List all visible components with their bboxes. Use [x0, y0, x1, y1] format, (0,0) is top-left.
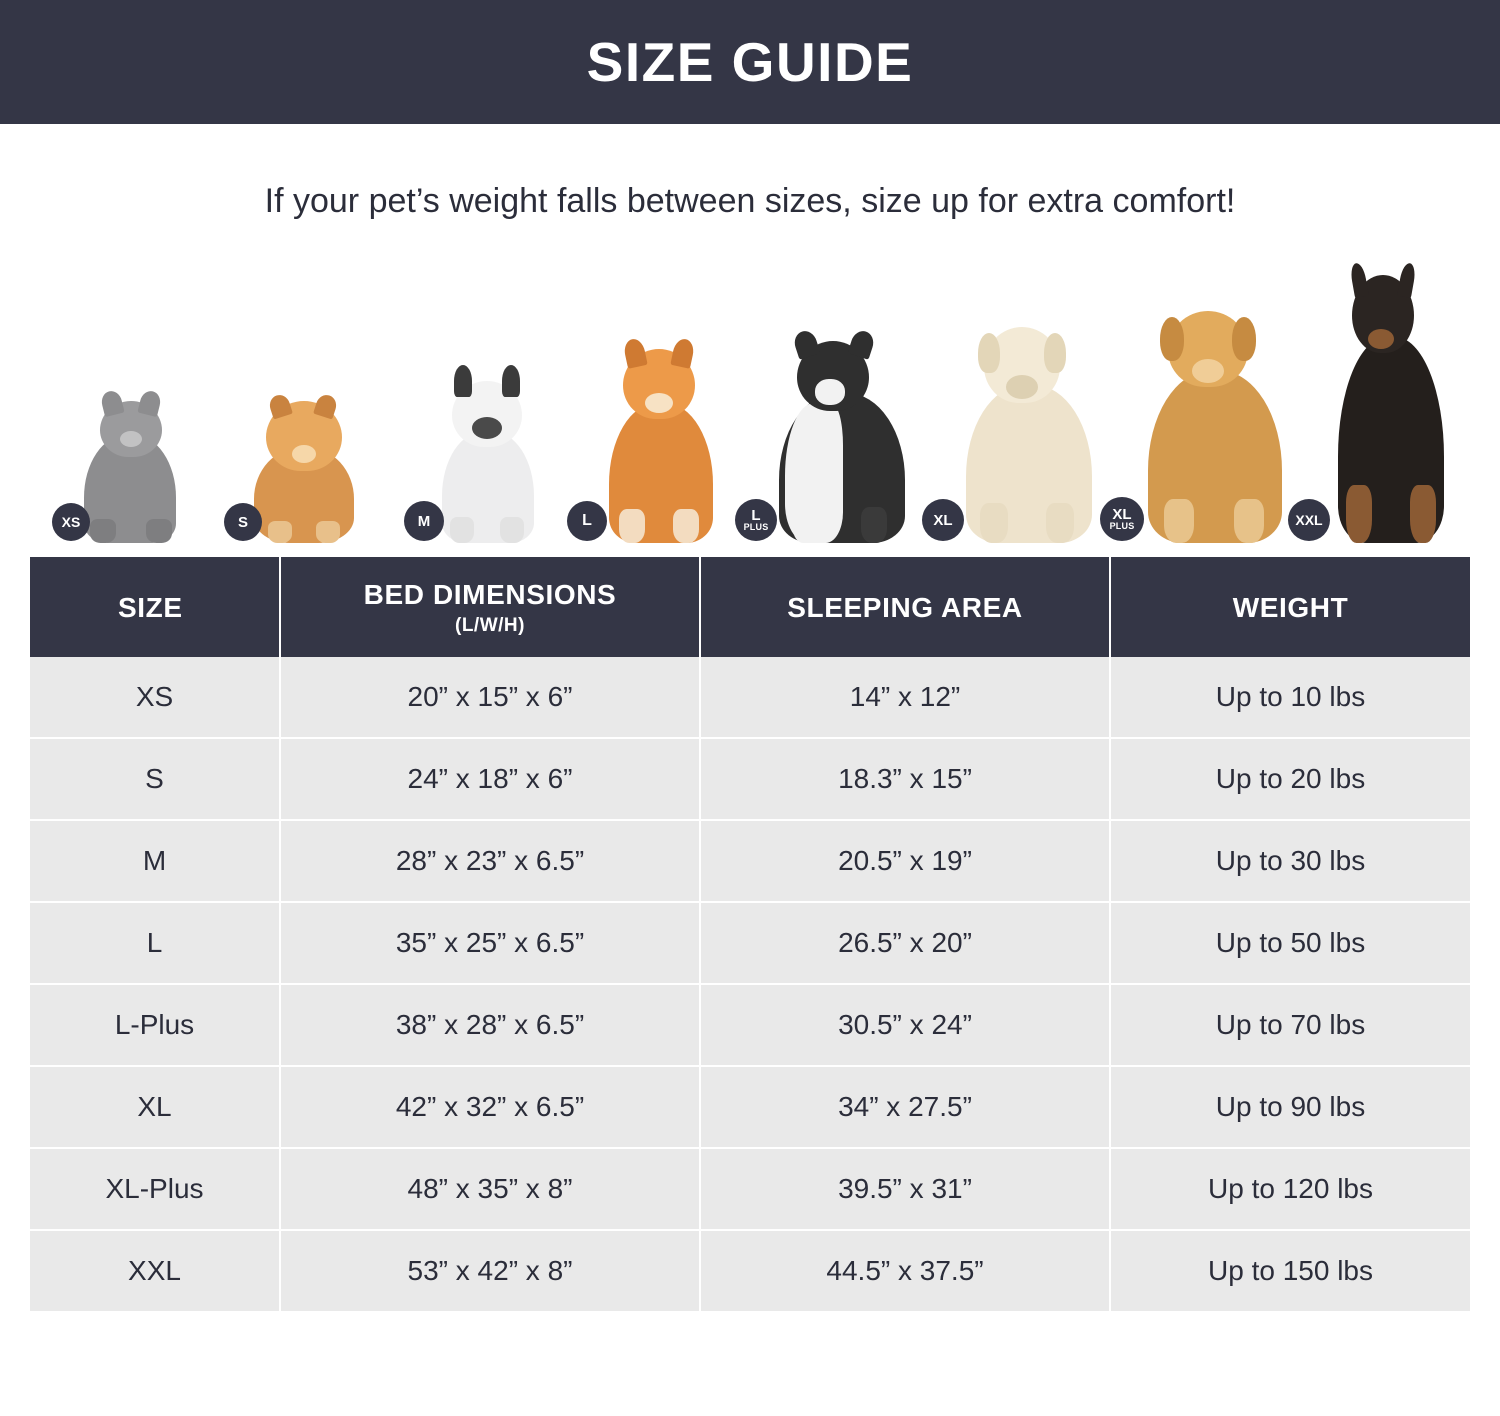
pet-illustration-l-plus [745, 315, 930, 543]
table-row [30, 1230, 1470, 1311]
size-badge-xl-plus [1100, 497, 1144, 541]
size-badge-s [224, 503, 262, 541]
cell-sleeping-area: 26.5” x 20” [700, 902, 1110, 984]
size-badge-xl-plus-sub: PLUS [1109, 521, 1135, 531]
pet-illustration-s [232, 391, 372, 543]
table-row [30, 657, 1470, 738]
size-badge-l-plus-label: L [751, 507, 761, 524]
size-chart-table-container [30, 557, 1470, 1311]
size-badge-s-label: S [237, 513, 248, 531]
cell-size: XS [30, 657, 280, 738]
cell-bed-dimensions: 38” x 28” x 6.5” [280, 984, 700, 1066]
pet-illustration-xl-plus [1110, 281, 1310, 543]
size-badge-l-plus-sub: PLUS [743, 522, 769, 532]
pet-illustration-xl [930, 297, 1120, 543]
pet-illustration-xxl [1295, 251, 1480, 543]
size-badge-xl-plus-label: XL [1112, 506, 1132, 523]
cell-weight: Up to 10 lbs [1110, 657, 1470, 738]
cell-size: L [30, 902, 280, 984]
table-row [30, 1066, 1470, 1148]
cell-weight: Up to 30 lbs [1110, 820, 1470, 902]
size-badge-m [404, 501, 444, 541]
size-badge-xl [922, 499, 964, 541]
column-header-bed-dimensions-main: BED DIMENSIONS [363, 579, 617, 610]
size-badge-l [567, 501, 607, 541]
column-header-bed-dimensions [280, 557, 700, 657]
page-header [0, 0, 1500, 124]
pet-illustration-l [575, 325, 740, 543]
cell-sleeping-area: 44.5” x 37.5” [700, 1230, 1110, 1311]
size-badge-xl-label: XL [933, 511, 953, 529]
cell-size: XXL [30, 1230, 280, 1311]
table-row [30, 984, 1470, 1066]
size-badge-l-label: L [582, 512, 592, 529]
cell-weight: Up to 150 lbs [1110, 1230, 1470, 1311]
cell-sleeping-area: 20.5” x 19” [700, 820, 1110, 902]
column-header-bed-dimensions-sub: (L/W/H) [455, 615, 525, 636]
cell-sleeping-area: 39.5” x 31” [700, 1148, 1110, 1230]
cell-bed-dimensions: 53” x 42” x 8” [280, 1230, 700, 1311]
size-badge-l-plus [735, 499, 777, 541]
size-badge-m-label: M [417, 512, 431, 530]
size-badge-xxl [1288, 499, 1330, 541]
table-row [30, 820, 1470, 902]
size-badge-xs-label: XS [61, 514, 81, 530]
cell-sleeping-area: 34” x 27.5” [700, 1066, 1110, 1148]
cell-sleeping-area: 18.3” x 15” [700, 738, 1110, 820]
cell-size: XL-Plus [30, 1148, 280, 1230]
pet-size-illustrations [0, 243, 1500, 543]
cell-weight: Up to 70 lbs [1110, 984, 1470, 1066]
size-badge-xs [52, 503, 90, 541]
subtitle-container [0, 124, 1500, 221]
cell-weight: Up to 90 lbs [1110, 1066, 1470, 1148]
size-chart-table [30, 557, 1470, 1311]
column-header-sleeping-area: SLEEPING AREA [700, 557, 1110, 657]
column-header-size: SIZE [30, 557, 280, 657]
cell-bed-dimensions: 24” x 18” x 6” [280, 738, 700, 820]
pet-illustration-m [410, 355, 560, 543]
page-title: SIZE GUIDE [586, 31, 914, 93]
pet-illustration-xs [60, 398, 200, 543]
cell-sleeping-area: 30.5” x 24” [700, 984, 1110, 1066]
table-row [30, 1148, 1470, 1230]
table-row [30, 902, 1470, 984]
cell-bed-dimensions: 20” x 15” x 6” [280, 657, 700, 738]
cell-weight: Up to 50 lbs [1110, 902, 1470, 984]
table-row [30, 738, 1470, 820]
cell-weight: Up to 20 lbs [1110, 738, 1470, 820]
cell-size: M [30, 820, 280, 902]
cell-weight: Up to 120 lbs [1110, 1148, 1470, 1230]
cell-bed-dimensions: 28” x 23” x 6.5” [280, 820, 700, 902]
cell-size: L-Plus [30, 984, 280, 1066]
cell-bed-dimensions: 48” x 35” x 8” [280, 1148, 700, 1230]
cell-size: XL [30, 1066, 280, 1148]
column-header-weight: WEIGHT [1110, 557, 1470, 657]
cell-size: S [30, 738, 280, 820]
cell-sleeping-area: 14” x 12” [700, 657, 1110, 738]
size-badge-xxl-label: XXL [1295, 512, 1323, 528]
table-header-row [30, 557, 1470, 657]
cell-bed-dimensions: 42” x 32” x 6.5” [280, 1066, 700, 1148]
cell-bed-dimensions: 35” x 25” x 6.5” [280, 902, 700, 984]
subtitle-text: If your pet’s weight falls between sizes, size up for extra comfort! [264, 182, 1236, 220]
